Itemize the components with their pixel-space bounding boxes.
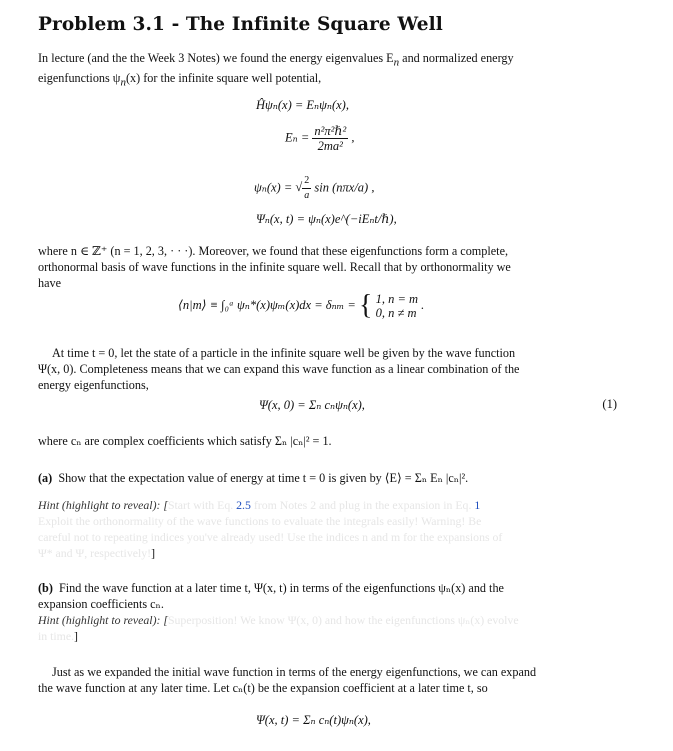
basis-line-1: where n ∈ ℤ⁺ (n = 1, 2, 3, · · ·). Moreover, we found that these eigenfunctions form a complete, <box>38 244 509 258</box>
equation-orthonormality: ⟨n|m⟩ ≡ ∫₀ᵃ ψₙ*(x)ψₘ(x)dx = δₙₘ = { 1, n = m 0, n ≠ m . <box>178 290 425 321</box>
sqrt-2-over-a: √ $\frac{2}{a}$ <box>295 175 310 201</box>
initial-state-line-3: energy eigenfunctions, <box>38 378 149 392</box>
equation-expansion: Ψ(x, 0) = Σₙ cₙψₙ(x), <box>259 398 365 412</box>
equation-time-dependent: Ψₙ(x, t) = ψₙ(x)e^(−iEₙt/ℏ), <box>256 212 397 226</box>
eq-ref-1[interactable]: 1 <box>474 498 481 512</box>
paragraph-later-time <box>38 664 620 696</box>
part-b-hint[interactable] <box>38 612 620 644</box>
later-time-line-2: the wave function at any later time. Let cₙ(t) be the expansion coefficient at a later time t, so <box>38 681 488 695</box>
part-a-hint-line-2: Exploit the orthonormality of the wave functions to evaluate the integrals easily! Warning! Be <box>38 514 482 528</box>
paragraph-basis <box>38 243 620 291</box>
eq-ref-2-5[interactable]: 2.5 <box>236 498 251 512</box>
initial-state-line-1: At time t = 0, let the state of a particle in the infinite square well be given by the wave function <box>52 346 516 360</box>
part-a-hint-line-3: careful not to repeating indices you've already used! Use the indices n and m for the expansions of <box>38 530 503 544</box>
equation-wavefunction: ψₙ(x) = √ $\frac{2}{a}$ sin (nπx/a) , <box>254 175 375 201</box>
equation-energy: Eₙ = $\frac{\text{n²π²ℏ²}}{\text{2ma²}}$ , <box>285 124 355 153</box>
part-a-hint[interactable] <box>38 497 620 561</box>
equation-schrodinger: Ĥψₙ(x) = Eₙψₙ(x), <box>256 98 349 112</box>
part-a-hint-line-1: Hint (highlight to reveal): [Start with Eq. 2.5 from Notes 2 and plug in the expansion in Eq. 1 <box>38 498 481 512</box>
basis-line-2: orthonormal basis of wave functions in the infinite square well. Recall that by orthonormality we <box>38 260 511 274</box>
equation-number-1: (1) <box>602 397 617 411</box>
coefficient-condition: where cₙ are complex coefficients which satisfy Σₙ |cₙ|² = 1. <box>38 434 332 448</box>
energy-fraction: $\frac{\text{n²π²ℏ²}}{\text{2ma²}}$ <box>314 124 347 153</box>
intro-paragraph <box>38 50 620 91</box>
part-b-line-1: (b) Find the wave function at a later time t, Ψ(x, t) in terms of the eigenfunctions ψₙ(x) and the <box>38 581 504 595</box>
part-b-hint-line-2: in time.] <box>38 629 78 643</box>
equation-expansion-t: Ψ(x, t) = Σₙ cₙ(t)ψₙ(x), <box>256 713 371 727</box>
problem-title: Problem 3.1 - The Infinite Square Well <box>38 14 443 35</box>
part-a-statement: (a) Show that the expectation value of energy at time t = 0 is given by ⟨E⟩ = Σₙ Eₙ |cₙ|². <box>38 471 469 485</box>
initial-state-line-2: Ψ(x, 0). Completeness means that we can expand this wave function as a linear combination of the <box>38 362 520 376</box>
part-a-hint-line-4: Ψ* and Ψ, respectively!] <box>38 546 155 560</box>
part-a <box>38 470 620 486</box>
basis-line-3: have <box>38 276 62 290</box>
intro-line-2: eigenfunctions $\psi_n(x)$ for the infinite square well potential, <box>38 71 322 89</box>
part-b-hint-line-1: Hint (highlight to reveal): [Superposition! We know Ψ(x, 0) and how the eigenfunctions ψₙ(x) evolve <box>38 613 519 627</box>
orthonormality-cases: 1, n = m 0, n ≠ m <box>375 292 419 320</box>
part-b-line-2: expansion coefficients cₙ. <box>38 597 164 611</box>
later-time-line-1: Just as we expanded the initial wave function in terms of the energy eigenfunctions, we can expand <box>52 665 537 679</box>
intro-line-1: In lecture (and the the Week 3 Notes) we found the energy eigenvalues $E_n$ and normalized energy <box>38 51 514 69</box>
part-b <box>38 580 620 612</box>
paragraph-initial-state <box>38 345 620 393</box>
